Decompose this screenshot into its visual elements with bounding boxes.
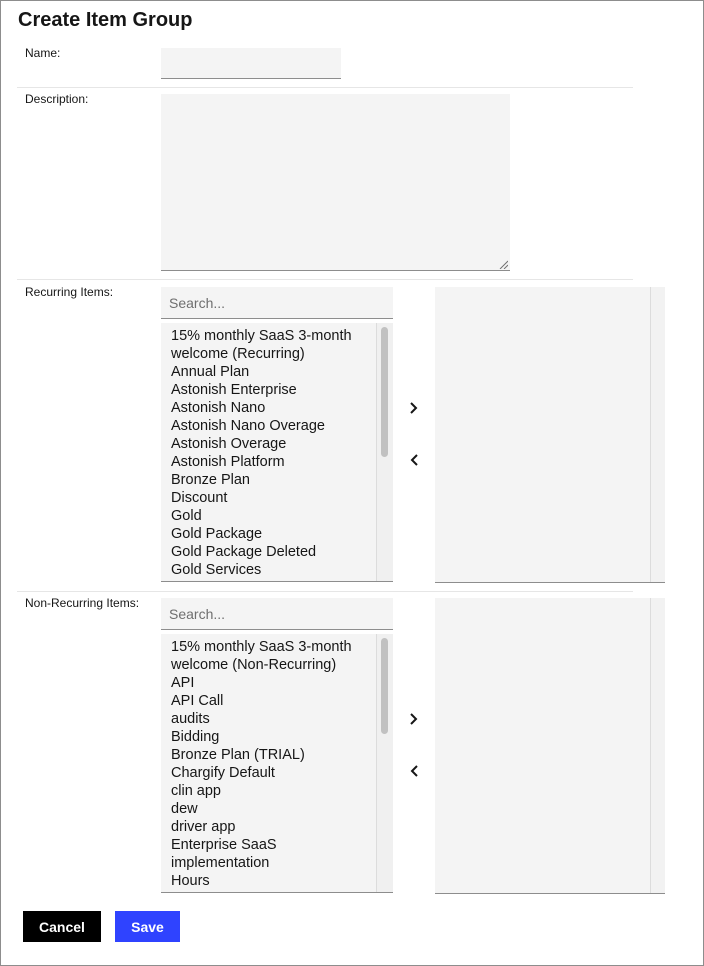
list-item[interactable]: API Call bbox=[171, 693, 224, 709]
selected-list-scrollbar[interactable] bbox=[650, 287, 665, 582]
save-button[interactable]: Save bbox=[115, 911, 180, 942]
chevron-left-icon bbox=[409, 764, 419, 778]
list-item[interactable]: 15% monthly SaaS 3-month welcome (Recurring) bbox=[171, 328, 352, 362]
list-item[interactable]: API bbox=[171, 675, 195, 691]
list-item[interactable]: Astonish Nano Overage bbox=[171, 418, 325, 434]
divider bbox=[17, 279, 633, 280]
name-input[interactable] bbox=[161, 48, 341, 79]
non-recurring-search-input[interactable] bbox=[161, 598, 393, 630]
list-item[interactable]: Gold Package Deleted bbox=[171, 544, 317, 560]
list-item[interactable]: Annual Plan bbox=[171, 364, 250, 380]
cancel-button[interactable]: Cancel bbox=[23, 911, 101, 942]
list-item[interactable]: driver app bbox=[171, 819, 236, 835]
list-item[interactable]: dew bbox=[171, 801, 198, 817]
list-item[interactable]: clin app bbox=[171, 783, 221, 799]
list-item[interactable]: 15% monthly SaaS 3-month welcome (Non-Recurring) bbox=[171, 639, 352, 673]
recurring-search-input[interactable] bbox=[161, 287, 393, 319]
list-item[interactable]: Astonish Platform bbox=[171, 454, 285, 470]
recurring-list-scrollbar[interactable] bbox=[376, 323, 393, 581]
recurring-list-items bbox=[171, 327, 376, 579]
recurring-items-label: Recurring Items: bbox=[25, 285, 114, 299]
list-item[interactable]: Astonish Overage bbox=[171, 436, 287, 452]
list-item[interactable]: Gold bbox=[171, 508, 202, 524]
list-item[interactable]: Bidding bbox=[171, 729, 220, 745]
divider bbox=[17, 591, 633, 592]
list-item[interactable]: Astonish Enterprise bbox=[171, 382, 297, 398]
selected-list-scrollbar[interactable] bbox=[650, 598, 665, 893]
list-item[interactable]: Astonish Nano bbox=[171, 400, 266, 416]
remove-non-recurring-button[interactable] bbox=[405, 762, 423, 780]
non-recurring-items-label: Non-Recurring Items: bbox=[25, 596, 140, 610]
chevron-right-icon bbox=[409, 712, 419, 726]
list-item[interactable]: Gold Package bbox=[171, 526, 263, 542]
scrollbar-thumb[interactable] bbox=[381, 327, 388, 457]
add-recurring-button[interactable] bbox=[405, 399, 423, 417]
non-recurring-available-list[interactable] bbox=[161, 634, 393, 893]
list-item[interactable]: Hours bbox=[171, 873, 210, 889]
list-item[interactable]: Bronze Plan bbox=[171, 472, 250, 488]
remove-recurring-button[interactable] bbox=[405, 451, 423, 469]
divider bbox=[17, 87, 633, 88]
name-label: Name: bbox=[25, 46, 61, 60]
scrollbar-thumb[interactable] bbox=[381, 638, 388, 734]
chevron-right-icon bbox=[409, 401, 419, 415]
non-recurring-list-scrollbar[interactable] bbox=[376, 634, 393, 892]
list-item[interactable]: Gold Services bbox=[171, 562, 262, 578]
non-recurring-selected-list[interactable] bbox=[435, 598, 665, 894]
list-item[interactable]: audits bbox=[171, 711, 210, 727]
list-item[interactable]: Discount bbox=[171, 490, 228, 506]
list-item[interactable]: Chargify Default bbox=[171, 765, 275, 781]
resize-grip-icon[interactable] bbox=[499, 260, 508, 269]
chevron-left-icon bbox=[409, 453, 419, 467]
non-recurring-list-items bbox=[171, 638, 376, 890]
list-item[interactable]: Enterprise SaaS implementation bbox=[171, 837, 277, 871]
list-item[interactable]: Bronze Plan (TRIAL) bbox=[171, 747, 305, 763]
description-label: Description: bbox=[25, 92, 89, 106]
description-textarea[interactable] bbox=[161, 94, 510, 271]
add-non-recurring-button[interactable] bbox=[405, 710, 423, 728]
dialog-title: Create Item Group bbox=[18, 9, 193, 31]
recurring-available-list[interactable] bbox=[161, 323, 393, 582]
recurring-selected-list[interactable] bbox=[435, 287, 665, 583]
